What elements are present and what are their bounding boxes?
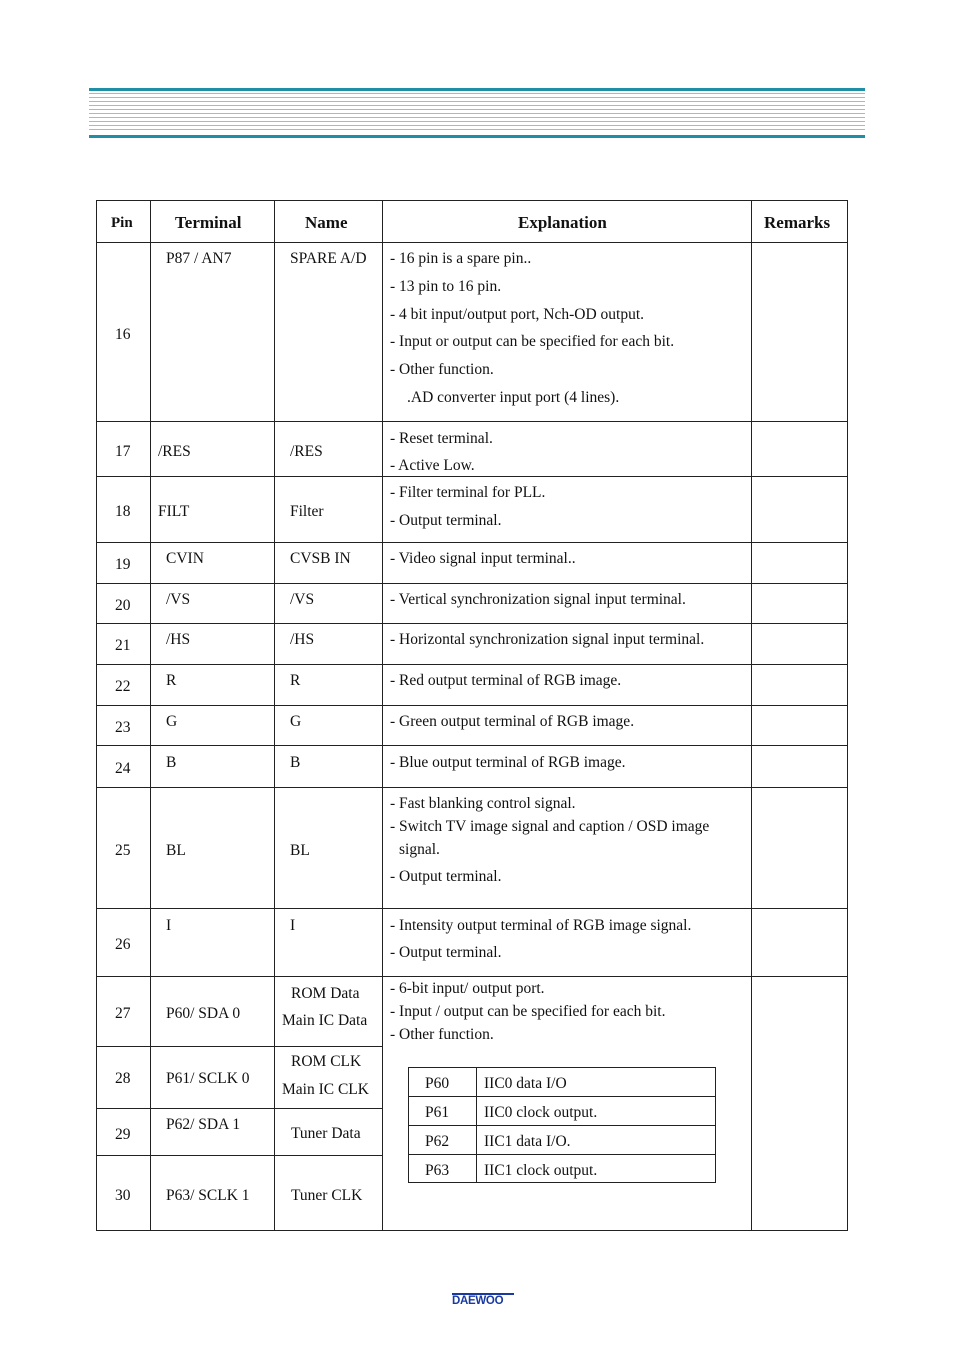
header-bottom-rule <box>89 135 865 138</box>
explanation-line: - Switch TV image signal and caption / OSD image <box>390 818 710 835</box>
terminal-label: P63/ SCLK 1 <box>166 1187 250 1204</box>
pin-name: B <box>290 754 301 771</box>
row-divider <box>97 664 847 665</box>
col-header-name: Name <box>305 213 348 232</box>
row-divider <box>97 705 847 706</box>
header-top-rule <box>89 88 865 91</box>
port-name: P61 <box>425 1104 450 1121</box>
explanation-line: - 6-bit input/ output port. <box>390 980 545 997</box>
explanation-line: - Output terminal. <box>390 868 502 885</box>
pin-name: /RES <box>290 443 323 460</box>
row-divider <box>97 476 847 477</box>
explanation-line: - Active Low. <box>390 457 475 474</box>
pin-number: 21 <box>115 637 131 654</box>
row-divider <box>97 787 847 788</box>
pin-name: Tuner CLK <box>291 1187 363 1204</box>
pin-number: 25 <box>115 842 131 859</box>
col-divider <box>150 201 151 1230</box>
pin-number: 17 <box>115 443 131 460</box>
explanation-line: - Video signal input terminal.. <box>390 550 576 567</box>
explanation-line: - Output terminal. <box>390 512 502 529</box>
logo-text: DAEWOO <box>452 1295 504 1307</box>
port-function: IIC0 data I/O <box>484 1075 567 1092</box>
terminal-label: I <box>166 917 172 934</box>
row-divider <box>97 1108 383 1109</box>
port-function-table <box>408 1067 716 1183</box>
explanation-line: - Reset terminal. <box>390 430 493 447</box>
explanation-line: - Blue output terminal of RGB image. <box>390 754 626 771</box>
port-function: IIC1 data I/O. <box>484 1133 571 1150</box>
daewoo-logo <box>452 1293 514 1307</box>
terminal-label: BL <box>166 842 186 859</box>
pin-number: 16 <box>115 326 131 343</box>
pin-name: SPARE A/D <box>290 250 367 267</box>
explanation-line: - Input / output can be specified for each bit. <box>390 1003 666 1020</box>
port-name: P60 <box>425 1075 450 1092</box>
row-divider <box>97 583 847 584</box>
pin-number: 27 <box>115 1005 131 1022</box>
col-header-explanation: Explanation <box>518 213 607 232</box>
explanation-line: - Filter terminal for PLL. <box>390 484 546 501</box>
port-name: P63 <box>425 1162 450 1179</box>
pin-name: BL <box>290 842 310 859</box>
col-header-remarks: Remarks <box>764 213 831 232</box>
row-divider <box>97 908 847 909</box>
terminal-label: P87 / AN7 <box>166 250 232 267</box>
pin-name: ROM CLK <box>291 1053 362 1070</box>
pin-number: 26 <box>115 936 131 953</box>
pin-number: 30 <box>115 1187 131 1204</box>
explanation-line: - Green output terminal of RGB image. <box>390 713 635 730</box>
col-header-pin: Pin <box>111 215 133 231</box>
explanation-line: - Other function. <box>390 1026 494 1043</box>
pin-number: 24 <box>115 760 131 777</box>
port-table-divider <box>409 1125 715 1126</box>
terminal-label: P61/ SCLK 0 <box>166 1070 250 1087</box>
port-function: IIC1 clock output. <box>484 1162 598 1179</box>
terminal-label: /RES <box>158 443 191 460</box>
pin-name: R <box>290 672 301 689</box>
terminal-label: P60/ SDA 0 <box>166 1005 241 1022</box>
terminal-label: P62/ SDA 1 <box>166 1116 241 1133</box>
pin-number: 19 <box>115 556 131 573</box>
port-name: P62 <box>425 1133 450 1150</box>
terminal-label: B <box>166 754 177 771</box>
row-divider <box>97 421 847 422</box>
pin-number: 22 <box>115 678 131 695</box>
pin-name: Main IC Data <box>282 1012 368 1029</box>
explanation-line: .AD converter input port (4 lines). <box>407 389 620 406</box>
explanation-line: - 16 pin is a spare pin.. <box>390 250 532 267</box>
explanation-line: signal. <box>399 841 440 858</box>
col-divider <box>382 201 383 1230</box>
explanation-line: - Horizontal synchronization signal input terminal. <box>390 631 705 648</box>
row-divider <box>97 242 847 243</box>
pin-name: Filter <box>290 503 324 520</box>
row-divider <box>97 976 847 977</box>
row-divider <box>97 623 847 624</box>
explanation-line: - Fast blanking control signal. <box>390 795 576 812</box>
header-hatching <box>89 93 865 133</box>
terminal-label: R <box>166 672 177 689</box>
port-table-divider <box>409 1154 715 1155</box>
pin-name: Tuner Data <box>291 1125 361 1142</box>
pin-name: /VS <box>290 591 315 608</box>
row-divider <box>97 1046 383 1047</box>
explanation-line: - Other function. <box>390 361 494 378</box>
explanation-line: - Vertical synchronization signal input terminal. <box>390 591 686 608</box>
pin-number: 20 <box>115 597 131 614</box>
explanation-line: - 13 pin to 16 pin. <box>390 278 502 295</box>
col-header-terminal: Terminal <box>175 213 242 232</box>
pin-number: 18 <box>115 503 131 520</box>
pin-number: 28 <box>115 1070 131 1087</box>
terminal-label: /VS <box>166 591 191 608</box>
pin-description-table <box>96 200 848 1231</box>
explanation-line: - Output terminal. <box>390 944 502 961</box>
pin-name: CVSB IN <box>290 550 351 567</box>
port-function: IIC0 clock output. <box>484 1104 598 1121</box>
pin-name: G <box>290 713 302 730</box>
col-divider <box>274 201 275 1230</box>
explanation-line: - Input or output can be specified for each bit. <box>390 333 675 350</box>
terminal-label: G <box>166 713 178 730</box>
explanation-line: - 4 bit input/output port, Nch-OD output. <box>390 306 645 323</box>
terminal-label: FILT <box>158 503 190 520</box>
pin-number: 29 <box>115 1126 131 1143</box>
col-divider <box>751 201 752 1230</box>
row-divider <box>97 745 847 746</box>
terminal-label: /HS <box>166 631 191 648</box>
port-table-divider <box>409 1096 715 1097</box>
row-divider <box>97 1155 383 1156</box>
explanation-line: - Red output terminal of RGB image. <box>390 672 622 689</box>
explanation-line: - Intensity output terminal of RGB image signal. <box>390 917 692 934</box>
header-band <box>89 88 865 138</box>
terminal-label: CVIN <box>166 550 204 567</box>
row-divider <box>97 542 847 543</box>
pin-name: I <box>290 917 296 934</box>
pin-name: ROM Data <box>291 985 360 1002</box>
pin-name: /HS <box>290 631 315 648</box>
pin-name: Main IC CLK <box>282 1081 369 1098</box>
pin-number: 23 <box>115 719 131 736</box>
